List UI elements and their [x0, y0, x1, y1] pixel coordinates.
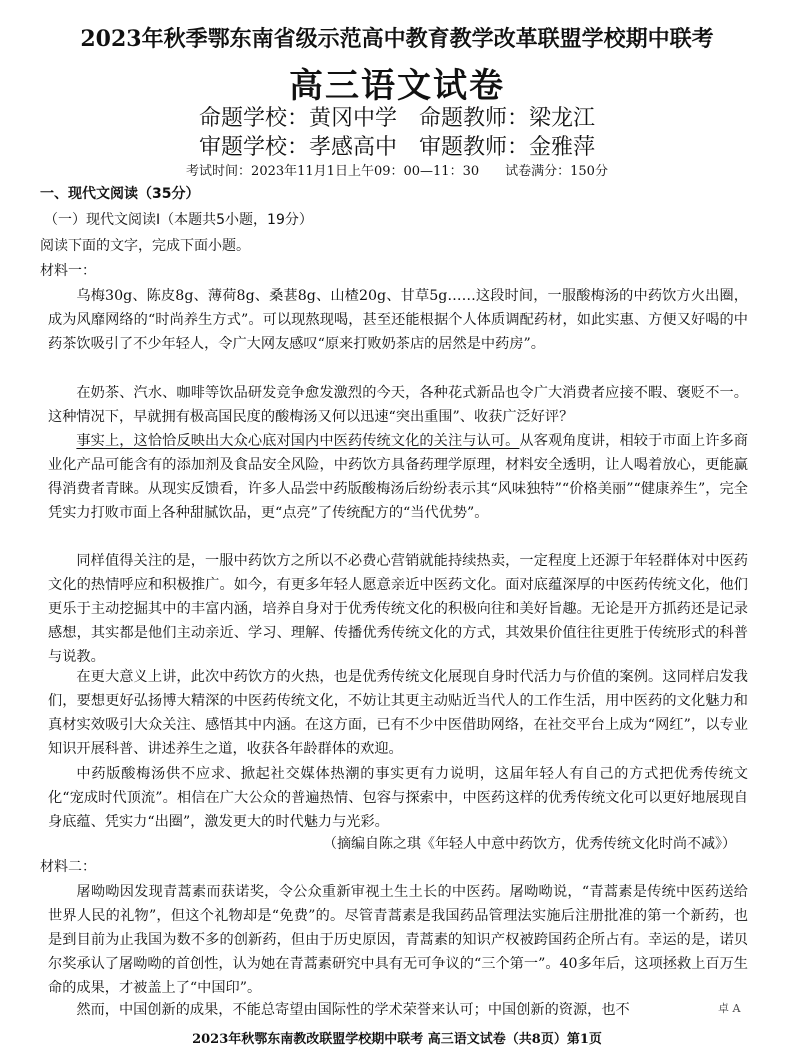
- staff-row-1: [0, 101, 794, 132]
- exam-title: 2023年秋季鄂东南省级示范高中教育教学改革联盟学校期中联考: [80, 26, 714, 52]
- material-1-label: 材料一：: [40, 263, 96, 279]
- instruction: 阅读下面的文字，完成下面小题。: [40, 238, 250, 254]
- material-1-paragraph-6: 中药版酸梅汤供不应求、掀起社交媒体热潮的事实更有力说明，这届年轻人有自己的方式把优秀传统文化“宠成时代顶流”。相信在广大公众的普遍热情、包容与探索中，中医药这样的优秀传统文化可以更好地展现自身底蕴、凭实力“出圈”，激发更大的时代魅力与光彩。: [48, 766, 748, 831]
- setter-teacher: 命题教师：梁龙江: [419, 106, 596, 131]
- material-1-source: （摘编自陈之琪《年轻人中意中药饮方，优秀传统文化时尚不减》）: [323, 836, 736, 852]
- paper-title: 高三语文试卷: [289, 66, 505, 106]
- material-1-paragraph-5: 在更大意义上讲，此次中药饮方的火热，也是优秀传统文化展现自身时代活力与价值的案例。这同样启发我们，要想更好弘扬博大精深的中医药传统文化，不妨让其更主动贴近当代人的工作生活，用中医药的文化魅力和真材实效吸引大众关注、感悟其中内涵。在这方面，已有不少中医借助网络，在社交平台上成为“网红”，以专业知识开展科普、讲述养生之道，收获各年龄群体的欢迎。: [48, 669, 748, 758]
- material-1-paragraph-1: 乌梅30g、陈皮8g、薄荷8g、桑葚8g、山楂20g、甘草5g……这段时间，一服酸梅汤的中药饮方火出圈，成为风靡网络的“时尚养生方式”。可以现熬现喝，甚至还能根据个人体质调配药材，如此实惠、方便又好喝的中药茶饮吸引了不少年轻人，令广大网友感叹“原来打败奶茶店的居然是中药房”。: [48, 288, 748, 353]
- material-2-label: 材料二：: [40, 859, 96, 875]
- staff-row-2: [0, 130, 794, 161]
- material-1-paragraph-3: [48, 429, 748, 525]
- page-footer: 2023年秋鄂东南教改联盟学校期中联考 高三语文试卷（共8页）第1页: [192, 1032, 602, 1047]
- material-1-paragraph-4: 同样值得关注的是，一服中药饮方之所以不必费心营销就能持续热卖，一定程度上还源于年轻群体对中医药文化的热情呼应和积极推广。如今，有更多年轻人愿意亲近中医药文化。面对底蕴深厚的中医药传统文化，他们更乐于主动挖掘其中的丰富内涵，培养自身对于优秀传统文化的积极向往和美好旨趣。无论是开方抓药还是记录感想，其实都是他们主动亲近、学习、理解、传播优秀传统文化的方式，其效果价值往往更胜于传统形式的科普与说教。: [48, 553, 748, 666]
- exam-time: 考试时间：2023年11月1日上午09：00—11：30: [186, 164, 480, 179]
- setter-school: 命题学校：黄冈中学: [198, 106, 397, 131]
- material-2-paragraph-1: 屠呦呦因发现青蒿素而获诺奖，令公众重新审视土生土长的中医药。屠呦呦说，“青蒿素是传统中医药送给世界人民的礼物”，但这个礼物却是“免费”的。尽管青蒿素是我国药品管理法实施后注册批准的第一个新药，也是到目前为止我国为数不多的创新药，但由于历史原因，青蒿素的知识产权被跨国药企所占有。幸运的是，诺贝尔奖承认了屠呦呦的首创性，认为她在青蒿素研究中具有无可争议的“三个第一”。40多年后，这项拯救上百万生命的成果，才被盖上了“中国印”。: [48, 884, 748, 997]
- material-2-paragraph-2: 然而，中国创新的成果，不能总寄望由国际性的学术荣誉来认可；中国创新的资源，也不: [76, 1002, 630, 1018]
- sub-section-heading: （一）现代文阅读Ⅰ（本题共5小题，19分）: [44, 212, 313, 228]
- exam-info: [0, 160, 794, 179]
- paragraph-3-rest: 从客观角度讲，相较于市面上许多商业化产品可能含有的添加剂及食品安全风险，中药饮方具备药理学原理，材料安全透明，让人喝着放心，更能赢得消费者青睐。从现实反馈看，许多人品尝中药版酸梅汤后纷纷表示其“风味独特”“价格美丽”“健康养生”，完全凭实力打败市面上各种甜腻饮品，更“点亮”了传统配方的“当代优势”。: [48, 433, 748, 522]
- reviewer-teacher: 审题教师：金雅萍: [419, 135, 596, 160]
- material-1-paragraph-2: 在奶茶、汽水、咖啡等饮品研发竞争愈发激烈的今天，各种花式新品也令广大消费者应接不暇、褒贬不一。这种情况下，早就拥有极高国民度的酸梅汤又何以迅速“突出重围”、收获广泛好评？: [48, 385, 748, 426]
- full-score: 试卷满分：150分: [505, 164, 608, 179]
- underlined-sentence: 事实上，这恰恰反映出大众心底对国内中医药传统文化的关注与认可。: [76, 433, 520, 449]
- section-heading: 一、现代文阅读（35分）: [40, 186, 200, 202]
- reviewer-school: 审题学校：孝感高中: [198, 135, 397, 160]
- corner-mark: 卓 A: [718, 1002, 741, 1015]
